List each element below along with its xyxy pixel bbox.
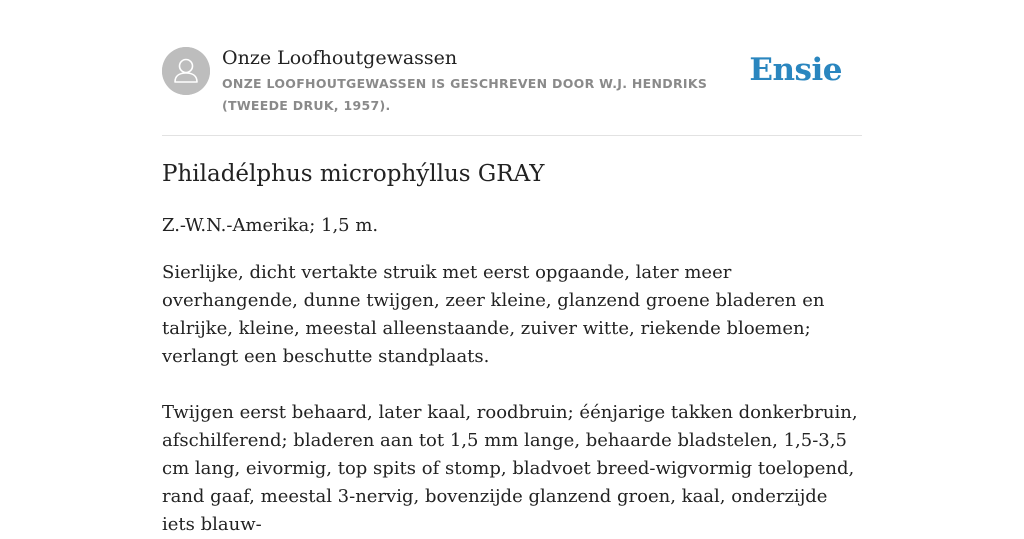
entry-region: Z.-W.N.-Amerika; 1,5 m. xyxy=(162,215,379,236)
user-icon[interactable] xyxy=(162,47,210,95)
source-header xyxy=(162,0,862,136)
entry-body xyxy=(162,212,862,539)
source-title[interactable]: Onze Loofhoutgewassen xyxy=(222,47,458,69)
user-icon-graphic xyxy=(162,47,210,95)
entry-summary: Sierlijke, dicht vertakte struik met eerst opgaande, later meer overhangende, dunne twijgen, zeer kleine, glanzend groene bladeren en talrijke, kleine, meestal alleenstaande, zuiver witte, riekende bloemen; verlangt een beschutte standplaats. xyxy=(162,262,825,367)
ensie-logo[interactable]: Ensie xyxy=(749,52,842,88)
source-description: ONZE LOOFHOUTGEWASSEN IS GESCHREVEN DOOR W.J. HENDRIKS (TWEEDE DRUK, 1957). xyxy=(222,76,708,113)
entry-title: Philadélphus microphýllus GRAY xyxy=(162,161,545,187)
page-content xyxy=(162,0,862,535)
entry-description: Twijgen eerst behaard, later kaal, roodbruin; éénjarige takken donkerbruin, afschilferend; bladeren aan tot 1,5 mm lange, behaarde bladstelen, 1,5-3,5 cm lang, eivormig, top spits of stomp, bladvoet breed-wigvormig toelopend, rand gaaf, meestal 3-nervig, bovenzijde glanzend groen, kaal, onderzijde iets blauw- xyxy=(162,402,858,535)
